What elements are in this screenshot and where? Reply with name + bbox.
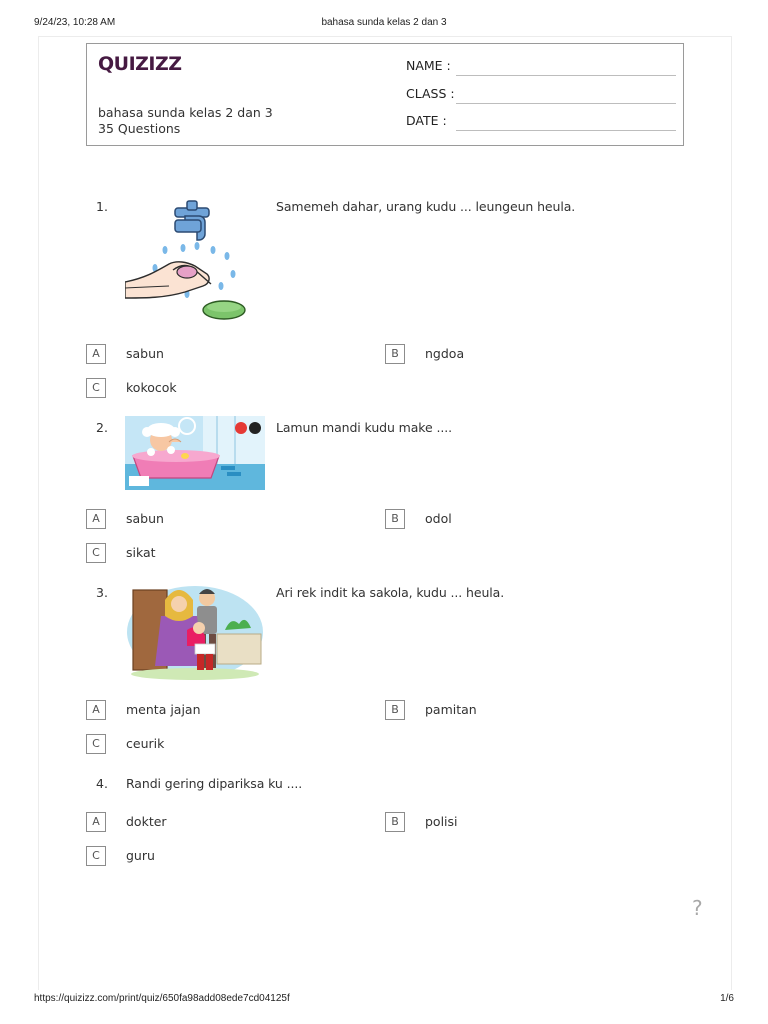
option-letter: C bbox=[86, 378, 106, 398]
worksheet-header bbox=[86, 43, 684, 146]
option-text: pamitan bbox=[425, 702, 477, 717]
option-b[interactable] bbox=[385, 700, 645, 720]
option-text: polisi bbox=[425, 814, 458, 829]
bathing-child-illustration-icon bbox=[125, 416, 265, 490]
option-letter: A bbox=[86, 700, 106, 720]
class-line bbox=[456, 103, 676, 104]
option-letter: A bbox=[86, 344, 106, 364]
option-a[interactable] bbox=[86, 344, 346, 364]
question-text: Randi gering dipariksa ku .... bbox=[126, 776, 303, 791]
help-icon[interactable]: ? bbox=[692, 896, 703, 920]
question-number: 2. bbox=[96, 420, 108, 435]
family-farewell-illustration-icon bbox=[125, 580, 265, 680]
option-b[interactable] bbox=[385, 344, 645, 364]
date-field bbox=[406, 113, 676, 133]
question-text: Lamun mandi kudu make .... bbox=[276, 420, 452, 435]
name-field bbox=[406, 58, 676, 78]
quizizz-logo: QUIZIZZ bbox=[98, 53, 182, 75]
date-line bbox=[456, 130, 676, 131]
print-date: 9/24/23, 10:28 AM bbox=[34, 17, 116, 28]
question-number: 1. bbox=[96, 199, 108, 214]
option-a[interactable] bbox=[86, 812, 346, 832]
option-text: dokter bbox=[126, 814, 167, 829]
option-text: ngdoa bbox=[425, 346, 465, 361]
option-letter: B bbox=[385, 344, 405, 364]
option-letter: C bbox=[86, 846, 106, 866]
question-count: 35 Questions bbox=[98, 121, 181, 136]
option-letter: B bbox=[385, 812, 405, 832]
option-text: sabun bbox=[126, 346, 164, 361]
option-letter: A bbox=[86, 812, 106, 832]
question-number: 3. bbox=[96, 585, 108, 600]
class-label: CLASS : bbox=[406, 86, 455, 101]
name-label: NAME : bbox=[406, 58, 451, 73]
option-letter: C bbox=[86, 543, 106, 563]
option-text: ceurik bbox=[126, 736, 165, 751]
option-letter: B bbox=[385, 509, 405, 529]
quiz-title: bahasa sunda kelas 2 dan 3 bbox=[98, 105, 273, 120]
option-text: kokocok bbox=[126, 380, 177, 395]
print-header bbox=[34, 17, 734, 31]
page-number: 1/6 bbox=[720, 993, 734, 1004]
option-b[interactable] bbox=[385, 509, 645, 529]
option-text: guru bbox=[126, 848, 155, 863]
option-letter: A bbox=[86, 509, 106, 529]
option-text: menta jajan bbox=[126, 702, 201, 717]
handwashing-illustration-icon bbox=[125, 194, 265, 326]
option-text: odol bbox=[425, 511, 452, 526]
question-text: Samemeh dahar, urang kudu ... leungeun heula. bbox=[276, 199, 576, 214]
question-text: Ari rek indit ka sakola, kudu ... heula. bbox=[276, 585, 505, 600]
option-c[interactable] bbox=[86, 378, 346, 398]
option-letter: B bbox=[385, 700, 405, 720]
option-c[interactable] bbox=[86, 543, 346, 563]
option-c[interactable] bbox=[86, 846, 346, 866]
option-b[interactable] bbox=[385, 812, 645, 832]
option-letter: C bbox=[86, 734, 106, 754]
date-label: DATE : bbox=[406, 113, 447, 128]
class-field bbox=[406, 86, 676, 106]
option-text: sabun bbox=[126, 511, 164, 526]
print-footer bbox=[34, 993, 734, 1007]
question-number: 4. bbox=[96, 776, 108, 791]
option-text: sikat bbox=[126, 545, 156, 560]
option-a[interactable] bbox=[86, 509, 346, 529]
name-line bbox=[456, 75, 676, 76]
print-title: bahasa sunda kelas 2 dan 3 bbox=[321, 17, 447, 28]
option-c[interactable] bbox=[86, 734, 346, 754]
option-a[interactable] bbox=[86, 700, 346, 720]
print-url: https://quizizz.com/print/quiz/650fa98add08ede7cd04125f bbox=[34, 993, 290, 1004]
